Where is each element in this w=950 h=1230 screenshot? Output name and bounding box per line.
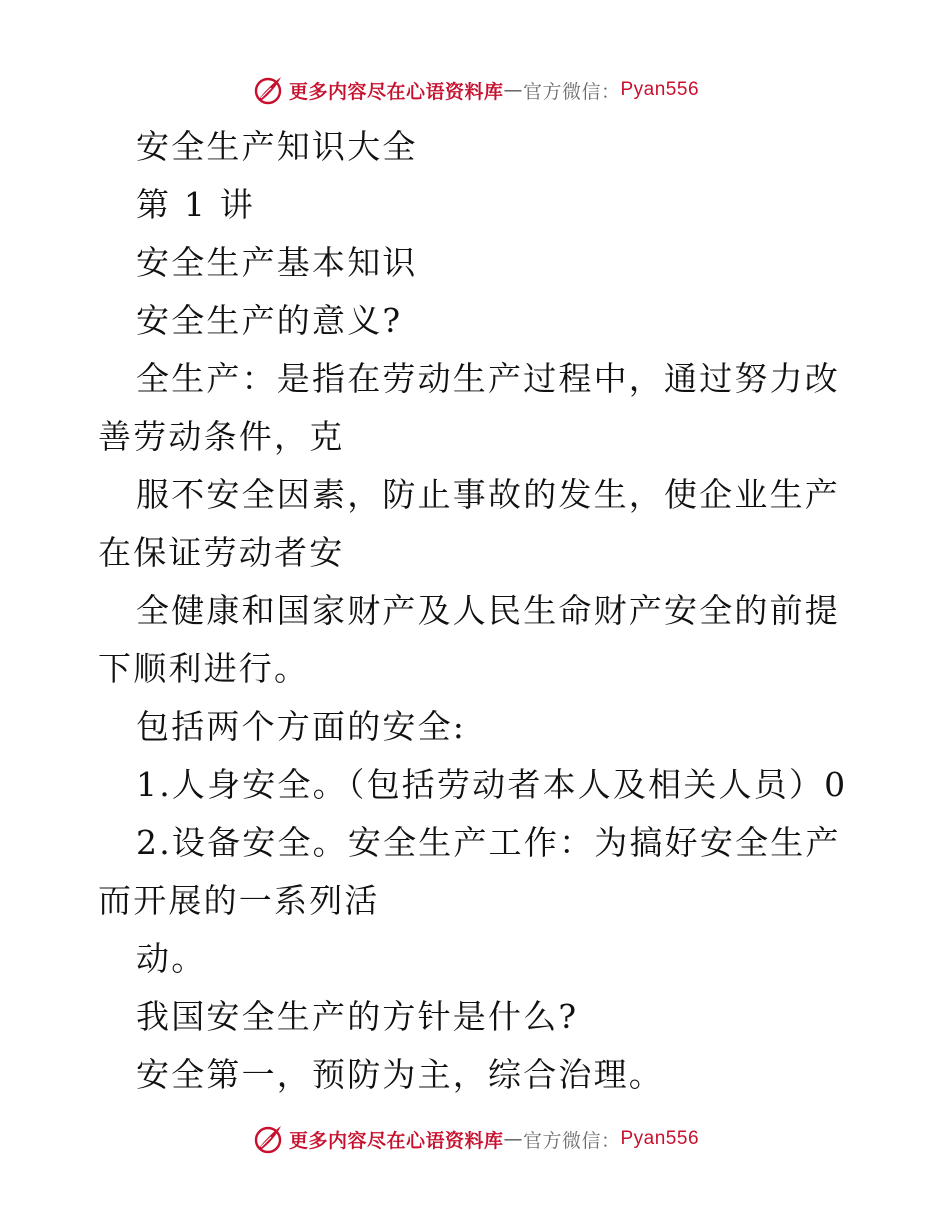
watermark-official-text: 官方微信： xyxy=(522,1129,621,1152)
watermark-brand-text: 更多内容尽在心语资料库 xyxy=(288,80,504,103)
watermark-brand-text: 更多内容尽在心语资料库 xyxy=(288,1129,504,1152)
document-title: 安全生产知识大全 xyxy=(136,127,418,166)
paragraph: 动。 xyxy=(136,939,207,978)
watermark-official-text: 官方微信： xyxy=(522,80,621,103)
list-item: 2.设备安全。安全生产工作：为搞好安全生产而开展的一系列活 xyxy=(98,823,841,920)
watermark-dash: — xyxy=(503,79,523,101)
question-heading: 安全生产的意义? xyxy=(136,301,403,340)
watermark-wechat-id: Pyan556 xyxy=(620,1128,700,1149)
watermark-dash: — xyxy=(503,1128,523,1150)
question-heading: 我国安全生产的方针是什么? xyxy=(136,997,579,1036)
paragraph: 全生产：是指在劳动生产过程中，通过努力改善劳动条件，克 xyxy=(98,359,840,456)
lecture-number: 第 1 讲 xyxy=(136,185,255,224)
footer-watermark xyxy=(0,1119,950,1159)
paragraph: 全健康和国家财产及人民生命财产安全的前提下顺利进行。 xyxy=(98,591,840,688)
quill-pen-logo-icon xyxy=(251,1122,285,1156)
watermark-wechat-id: Pyan556 xyxy=(620,79,700,100)
paragraph: 服不安全因素，防止事故的发生，使企业生产在保证劳动者安 xyxy=(98,475,840,572)
list-item: 1.人身安全。（包括劳动者本人及相关人员）0 xyxy=(136,765,848,804)
header-watermark xyxy=(0,70,950,110)
paragraph: 包括两个方面的安全: xyxy=(136,707,467,746)
paragraph: 安全第一，预防为主，综合治理。 xyxy=(136,1055,664,1094)
quill-pen-logo-icon xyxy=(251,73,285,107)
document-body xyxy=(98,118,858,1104)
section-heading: 安全生产基本知识 xyxy=(136,243,418,282)
